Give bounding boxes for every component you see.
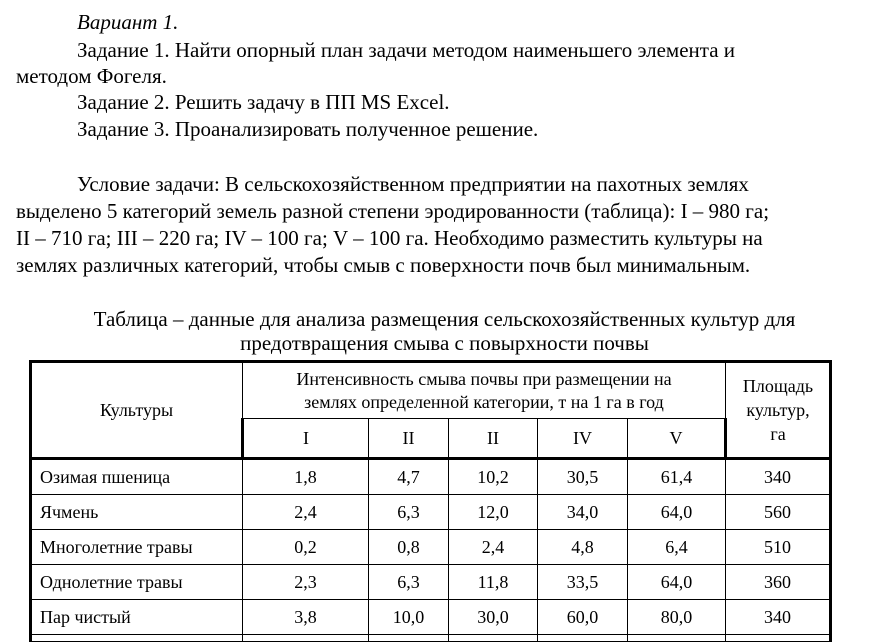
row-culture-name: Ячмень bbox=[31, 495, 243, 530]
header-category-2: II bbox=[369, 419, 449, 459]
row-area: 560 bbox=[726, 495, 831, 530]
variant-title: Вариант 1. bbox=[77, 10, 179, 34]
header-intensity-line-1: Интенсивность смыва почвы при размещении на bbox=[296, 368, 672, 389]
table-row bbox=[31, 459, 831, 495]
row-value: 6,3 bbox=[369, 495, 449, 530]
table-row bbox=[31, 565, 831, 600]
row-culture-name: Озимая пшеница bbox=[31, 459, 243, 495]
cut-cell bbox=[628, 635, 726, 642]
header-category-5: V bbox=[628, 419, 726, 459]
row-value: 60,0 bbox=[538, 600, 628, 635]
cut-cell bbox=[449, 635, 538, 642]
row-value: 64,0 bbox=[628, 495, 726, 530]
header-intensity bbox=[243, 362, 726, 419]
task-1-line-1: Задание 1. Найти опорный план задачи методом наименьшего элемента и bbox=[77, 38, 736, 62]
row-value: 6,3 bbox=[369, 565, 449, 600]
row-value: 2,3 bbox=[243, 565, 369, 600]
row-area: 360 bbox=[726, 565, 831, 600]
row-value: 4,7 bbox=[369, 459, 449, 495]
row-value: 6,4 bbox=[628, 530, 726, 565]
row-value: 11,8 bbox=[449, 565, 538, 600]
header-area bbox=[726, 362, 831, 459]
header-culture: Культуры bbox=[31, 362, 243, 459]
row-value: 10,2 bbox=[449, 459, 538, 495]
row-value: 4,8 bbox=[538, 530, 628, 565]
cut-cell bbox=[369, 635, 449, 642]
row-value: 30,5 bbox=[538, 459, 628, 495]
header-intensity-line-2: землях определенной категории, т на 1 га в год bbox=[304, 391, 664, 412]
row-value: 61,4 bbox=[628, 459, 726, 495]
cut-cell bbox=[31, 635, 243, 642]
header-area-line-1: Площадь bbox=[742, 376, 814, 396]
row-value: 80,0 bbox=[628, 600, 726, 635]
row-value: 64,0 bbox=[628, 565, 726, 600]
row-value: 1,8 bbox=[243, 459, 369, 495]
table-caption-line-2: предотвращения смыва с повырхности почвы bbox=[240, 331, 649, 355]
row-value: 2,4 bbox=[243, 495, 369, 530]
task-3: Задание 3. Проанализировать полученное решение. bbox=[77, 117, 539, 141]
header-category-1: I bbox=[243, 419, 369, 459]
erosion-data-table bbox=[29, 360, 832, 642]
task-1-line-2: методом Фогеля. bbox=[16, 64, 167, 88]
header-area-line-2: культур, bbox=[746, 400, 810, 420]
cut-cell bbox=[538, 635, 628, 642]
table-row-continuation bbox=[31, 635, 831, 642]
table-row bbox=[31, 600, 831, 635]
row-area: 340 bbox=[726, 459, 831, 495]
table-caption-line-1: Таблица – данные для анализа размещения сельскохозяйственных культур для bbox=[93, 307, 796, 331]
row-area: 510 bbox=[726, 530, 831, 565]
task-2: Задание 2. Решить задачу в ПП MS Excel. bbox=[77, 90, 450, 114]
header-area-line-3: га bbox=[770, 424, 786, 444]
row-culture-name: Однолетние травы bbox=[31, 565, 243, 600]
condition-line-3: II – 710 га; III – 220 га; IV – 100 га; V – 100 га. Необходимо разместить культуры на bbox=[16, 226, 763, 250]
cut-cell bbox=[726, 635, 831, 642]
row-value: 33,5 bbox=[538, 565, 628, 600]
cut-cell bbox=[243, 635, 369, 642]
row-value: 3,8 bbox=[243, 600, 369, 635]
condition-line-1: Условие задачи: В сельскохозяйственном предприятии на пахотных землях bbox=[77, 172, 749, 196]
row-value: 2,4 bbox=[449, 530, 538, 565]
row-value: 10,0 bbox=[369, 600, 449, 635]
header-category-3: II bbox=[449, 419, 538, 459]
condition-line-2: выделено 5 категорий земель разной степени эродированности (таблица): I – 980 га; bbox=[16, 199, 770, 223]
header-category-4: IV bbox=[538, 419, 628, 459]
row-culture-name: Многолетние травы bbox=[31, 530, 243, 565]
row-area: 340 bbox=[726, 600, 831, 635]
row-value: 30,0 bbox=[449, 600, 538, 635]
row-culture-name: Пар чистый bbox=[31, 600, 243, 635]
row-value: 12,0 bbox=[449, 495, 538, 530]
table-row bbox=[31, 495, 831, 530]
row-value: 0,2 bbox=[243, 530, 369, 565]
table-row bbox=[31, 530, 831, 565]
condition-line-4: землях различных категорий, чтобы смыв с поверхности почв был минимальным. bbox=[16, 253, 751, 277]
row-value: 34,0 bbox=[538, 495, 628, 530]
row-value: 0,8 bbox=[369, 530, 449, 565]
